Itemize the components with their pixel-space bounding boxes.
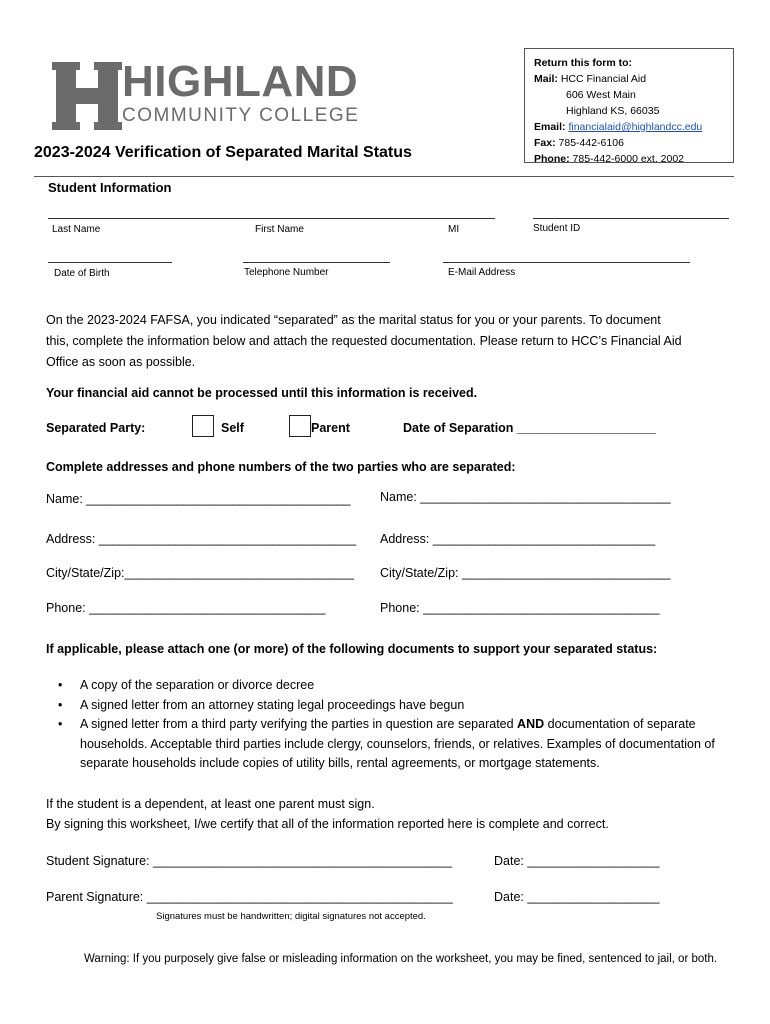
self-label: Self (221, 421, 244, 435)
first-name-label: First Name (255, 224, 304, 235)
bullet-text-2: A signed letter from an attorney stating legal proceedings have begun (80, 697, 465, 712)
phone-value: 785-442-6000 ext. 2002 (572, 153, 685, 165)
date-of-separation-field[interactable]: Date of Separation ____________________ (403, 421, 656, 435)
left-address-field[interactable]: Address: _____________________________________ (46, 532, 357, 546)
logo-h-mark (56, 62, 118, 130)
left-phone-field[interactable]: Phone: __________________________________ (46, 601, 326, 615)
return-address-box (524, 48, 734, 163)
mail-label: Mail: (534, 73, 558, 85)
telephone-line[interactable] (243, 262, 390, 263)
parent-date-field[interactable]: Date: ___________________ (494, 890, 660, 904)
student-signature-field[interactable]: Student Signature: ___________________________________________ (46, 854, 452, 868)
right-phone-field[interactable]: Phone: __________________________________ (380, 601, 660, 615)
student-date-field[interactable]: Date: ___________________ (494, 854, 660, 868)
right-address-field[interactable]: Address: ________________________________ (380, 532, 656, 546)
list-item (58, 715, 738, 774)
left-city-field[interactable]: City/State/Zip:_________________________________ (46, 566, 354, 580)
mi-label: MI (448, 224, 460, 235)
student-info-heading: Student Information (48, 180, 172, 195)
attach-heading: If applicable, please attach one (or more) of the following documents to support your separated status: (46, 642, 658, 656)
mail-line3: Highland KS, 66035 (566, 105, 660, 117)
parties-heading: Complete addresses and phone numbers of the two parties who are separated: (46, 460, 516, 474)
student-id-line[interactable] (533, 218, 729, 219)
parent-checkbox[interactable] (289, 415, 311, 437)
processing-warning: Your financial aid cannot be processed until this information is received. (46, 386, 478, 400)
fax-label: Fax: (534, 137, 556, 149)
college-logo (56, 57, 374, 132)
parent-signature-field[interactable]: Parent Signature: ____________________________________________ (46, 890, 453, 904)
final-warning: Warning: If you purposely give false or misleading information on the worksheet, you may be fined, sentenced to jail, or both. (84, 953, 718, 965)
certify-statement: By signing this worksheet, I/we certify that all of the information reported here is complete and correct. (46, 817, 609, 831)
logo-line2: COMMUNITY COLLEGE (122, 105, 360, 126)
title-divider (34, 176, 734, 177)
parent-label: Parent (311, 421, 350, 435)
left-name-field[interactable]: Name: ______________________________________ (46, 492, 351, 506)
list-item (58, 676, 738, 696)
intro-paragraph: On the 2023-2024 FAFSA, you indicated “separated” as the marital status for you or your parents. To document this, complete the information below and attach the requested documentation. Please return to HCC’s Financial Aid Office as soon as possible. (46, 313, 682, 369)
bullet-text-1: A copy of the separation or divorce decree (80, 678, 315, 692)
dependent-note: If the student is a dependent, at least one parent must sign. (46, 797, 375, 811)
list-item (58, 696, 738, 716)
logo-line1: HIGHLAND (122, 57, 359, 106)
dob-label: Date of Birth (54, 268, 110, 279)
self-checkbox[interactable] (192, 415, 214, 437)
last-name-label: Last Name (52, 224, 101, 235)
email-link[interactable]: financialaid@highlandcc.edu (568, 121, 703, 133)
mail-line1: HCC Financial Aid (560, 73, 647, 85)
phone-label: Phone: (534, 153, 570, 165)
signature-note: Signatures must be handwritten; digital signatures not accepted. (156, 911, 426, 922)
page-title: 2023-2024 Verification of Separated Marital Status (34, 144, 412, 161)
right-name-field[interactable]: Name: ____________________________________ (380, 490, 671, 504)
mail-line2: 606 West Main (566, 89, 636, 101)
right-city-field[interactable]: City/State/Zip: ______________________________ (380, 566, 671, 580)
name-line[interactable] (48, 218, 495, 219)
telephone-label: Telephone Number (244, 267, 329, 278)
student-id-label: Student ID (533, 223, 581, 234)
fax-value: 785-442-6106 (558, 137, 624, 149)
return-heading: Return this form to: (534, 57, 632, 69)
separated-party-label: Separated Party: (46, 421, 146, 435)
email-address-label: E-Mail Address (448, 267, 516, 278)
email-label: Email: (534, 121, 566, 133)
email-line[interactable] (443, 262, 690, 263)
bullet-text-3a: A signed letter from a third party verifying the parties in question are separated (80, 717, 518, 731)
bullet-text-3-and: AND (517, 717, 545, 731)
documents-list (58, 676, 738, 774)
bullet-text-3b: documentation of separate households. Acceptable third parties include clergy, counselors, friends, or relatives. Examples of documentation of separate households include copies of utility bills, rental agreements, or mortgage statements. (80, 717, 715, 770)
dob-line[interactable] (48, 262, 172, 263)
